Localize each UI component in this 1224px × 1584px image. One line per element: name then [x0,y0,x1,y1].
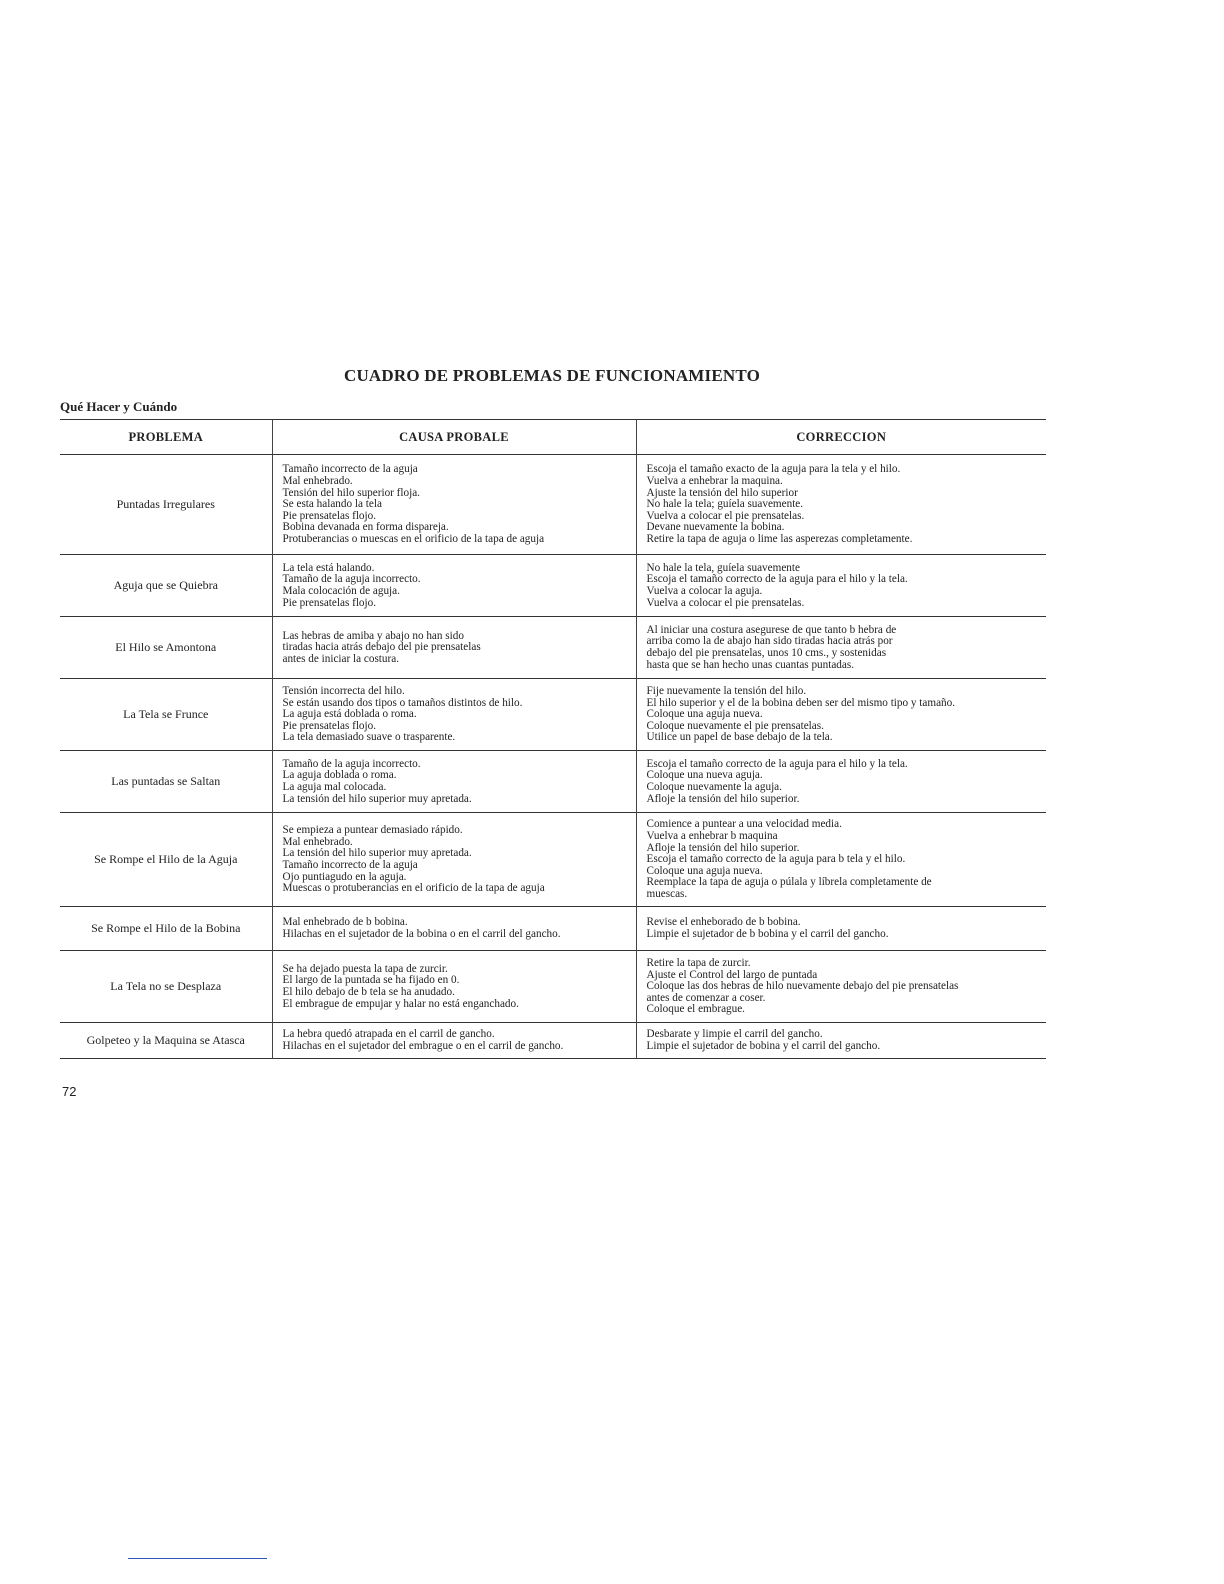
table-row [60,455,1046,555]
cause-line: Tensión del hilo superior flojа. [282,486,420,499]
correction-line: Retire la tapa de aguja o lime las asperezas completamente. [646,532,913,545]
correction-cell [636,751,1046,813]
correction-cell [636,1023,1046,1059]
table-row [60,951,1046,1023]
correction-line: muescas. [646,887,688,900]
cause-cell [272,1023,636,1059]
correction-line: Al iniciar una costura asegurese de que tanto b hebra de [646,623,897,636]
correction-line: Revise el enheborado de b bobina. [646,916,801,929]
cause-line: Se esta halando la tela [282,498,382,511]
correction-line: Utilice un papel de base debajo de la tela. [646,731,833,744]
document-subtitle: Qué Hacer y Cuándo [60,399,178,414]
correction-line: Coloque una aguja nueva. [646,708,763,721]
cause-line: Bobina devanada en forma dispareja. [282,521,449,534]
cause-cell [272,679,636,751]
cause-line: El embrague de empujar y halar no está enganchado. [282,997,519,1010]
correction-line: Retire la tapa de zurcir. [646,957,751,970]
cause-line: La tela demasiado suave o trasparente. [282,731,456,744]
table-row [60,751,1046,813]
cause-line: Ojo puntiagudo en la aguja. [282,870,407,883]
table-row [60,555,1046,617]
correction-line: Devane nuevamente la bobina. [646,521,785,534]
correction-line: Coloque una aguja nueva. [646,864,763,877]
cause-line: El largo de la puntada se ha fijado en 0. [282,974,460,987]
cause-line: Tamaño incorrecto de la aguja [282,463,418,476]
cause-line: La tensión del hilo superior muy apretada. [282,792,472,805]
cause-cell [272,555,636,617]
correction-line: Escoja el tamaño correcto de la aguja para el hilo y la tela. [646,757,908,770]
cause-line: La tela está halando. [282,561,375,574]
cause-line: Hilachas en el sujetador del embrague o en el carril de gancho. [282,1040,564,1052]
correction-cell [636,455,1046,555]
correction-line: Vuelva a enhebrar b maquina [646,830,778,843]
cause-line: La aguja doblada o roma. [282,769,397,782]
table-row [60,813,1046,907]
correction-line: Vuelva a colocar el pie prensatelas. [646,509,805,522]
cause-line: Mal enhebrado. [282,475,353,488]
problem-cell: Puntadas Irregulares [116,497,215,511]
cause-line: Protuberancias o muescas en el orificio de la tapa de aguja [282,532,545,545]
problem-cell: Aguja que se Quiebra [113,578,218,592]
cause-line: Mal enhebrado de b bobina. [282,916,408,929]
cause-line: Tamaño de la aguja incorrecto. [282,757,421,770]
cause-line: Muescas o protuberancias en el orificio de la tapa de aguja [282,882,545,895]
cause-cell [272,813,636,907]
correction-cell [636,907,1046,951]
problem-cell: Las puntadas se Saltan [111,774,221,788]
correction-line: debajo del pie prensatelas, unos 10 cms., y sostenidas [646,647,887,659]
correction-line: El hilo superior y el de la bobina deben ser del mismo tipo y tamaño. [646,696,956,709]
problem-cell: La Tela no se Desplaza [110,979,222,993]
correction-line: Fije nuevamente la tensión del hilo. [646,685,807,698]
correction-cell [636,555,1046,617]
correction-line: hasta que se han hecho unas cuantas puntadas. [646,658,855,671]
column-header-problem: PROBLEMA [60,420,272,455]
table-header-row [60,420,1046,455]
table-row [60,617,1046,679]
correction-line: Afloje la tensión del hilo superior. [646,841,800,854]
cause-line: Pie prensatelas flojo. [282,596,377,609]
cause-line: Tamaño incorrecto de la aguja [282,859,418,871]
cause-line: Mal enhebrado. [282,835,353,848]
problem-cell: Golpeteo y la Maquina se Atasca [86,1033,245,1047]
cause-line: Pie prensatelas flojo. [282,509,377,522]
cause-cell [272,455,636,555]
cause-cell [272,617,636,679]
correction-cell [636,617,1046,679]
correction-line: Comience a puntear a una velocidad media. [646,818,842,831]
correction-line: Ajuste la tensión del hilo superior [646,486,798,499]
problem-cell: Se Rompe el Hilo de la Aguja [94,852,238,866]
table-body [60,455,1046,1059]
cause-line: Se están usando dos tipos o tamaños distintos de hilo. [282,696,523,709]
correction-cell [636,679,1046,751]
footer-rule [128,1558,267,1559]
correction-cell [636,951,1046,1023]
cause-line: Mala colocación de aguja. [282,585,400,597]
document-title: CUADRO DE PROBLEMAS DE FUNCIONAMIENTO [343,366,761,385]
correction-line: Vuelva a colocar el pie prensatelas. [646,596,805,609]
correction-line: Vuelva a colocar la aguja. [646,585,763,597]
column-header-correction: CORRECCION [636,420,1046,455]
correction-line: Reemplace la tapa de aguja o púlala y líbrela completamente de [646,876,932,889]
correction-line: Coloque el embrague. [646,1003,745,1016]
table-row [60,1023,1046,1059]
troubleshooting-table [60,419,1046,1059]
correction-line: Coloque las dos hebras de hilo nuevamente debajo del pie prensatelas [646,980,959,993]
table-row [60,907,1046,951]
correction-line: Afloje la tensión del hilo superior. [646,792,800,805]
cause-cell [272,907,636,951]
cause-cell [272,951,636,1023]
column-header-cause: CAUSA PROBALE [272,420,636,455]
correction-line: Coloque nuevamente la aguja. [646,781,782,793]
cause-line: Las hebras de amiba y abajo no han sido [282,629,464,642]
correction-cell [636,813,1046,907]
cause-line: La tensión del hilo superior muy apretada. [282,847,472,860]
correction-line: Ajuste el Control del largo de puntada [646,968,818,981]
cause-cell [272,751,636,813]
problem-cell: La Tela se Frunce [123,707,209,721]
cause-line: Se empieza a puntear demasiado rápido. [282,824,463,837]
cause-line: El hilo debajo de b tela se ha anudado. [282,986,455,998]
correction-line: No hale la tela; guíela suavemente. [646,498,804,511]
page-number: 72 [62,1084,77,1099]
correction-line: Vuelva a enhebrar la maquina. [646,475,783,488]
correction-line: Escoja el tamaño correcto de la aguja para b tela y el hilo. [646,853,906,866]
cause-line: antes de iniciar la costura. [282,652,399,665]
cause-line: Tensión incorrecta del hilo. [282,685,405,698]
correction-line: Escoja el tamaño correcto de la aguja para el hilo y la tela. [646,573,908,586]
cause-line: La aguja mal colocada. [282,781,387,793]
cause-line: Hilachas en el sujetador de la bobina o en el carril del gancho. [282,928,561,940]
cause-line: tiradas hacia atrás debajo del pie prensatelas [282,641,481,654]
problem-cell: Se Rompe el Hilo de la Bobina [91,921,241,935]
correction-line: Desbarate y limpie el carril del gancho. [646,1028,823,1041]
correction-line: Limpie el sujetador de b bobina y el carril del gancho. [646,928,889,940]
cause-line: La hebra quedó atrapada en el carril de gancho. [282,1028,495,1041]
correction-line: Coloque nuevamente el pie prensatelas. [646,719,824,732]
correction-line: Coloque una nueva aguja. [646,769,763,782]
correction-line: arriba como la de abajo han sido tiradas hacia atrás por [646,635,893,648]
correction-line: Escoja el tamaño exacto de la aguja para la tela y el hilo. [646,463,901,476]
table-row [60,679,1046,751]
problem-cell: El Hilo se Amontona [115,640,217,654]
correction-line: Limpie el sujetador de bobina y el carril del gancho. [646,1040,881,1052]
correction-line: antes de comenzar a coser. [646,991,766,1004]
cause-line: Se ha dejado puesta la tapa de zurcir. [282,962,448,975]
cause-line: La aguja está doblada o roma. [282,708,417,721]
cause-line: Tamaño de la aguja incorrecto. [282,573,421,586]
cause-line: Pie prensatelas flojo. [282,719,377,732]
correction-line: No hale la tela, guíela suavemente [646,561,800,574]
